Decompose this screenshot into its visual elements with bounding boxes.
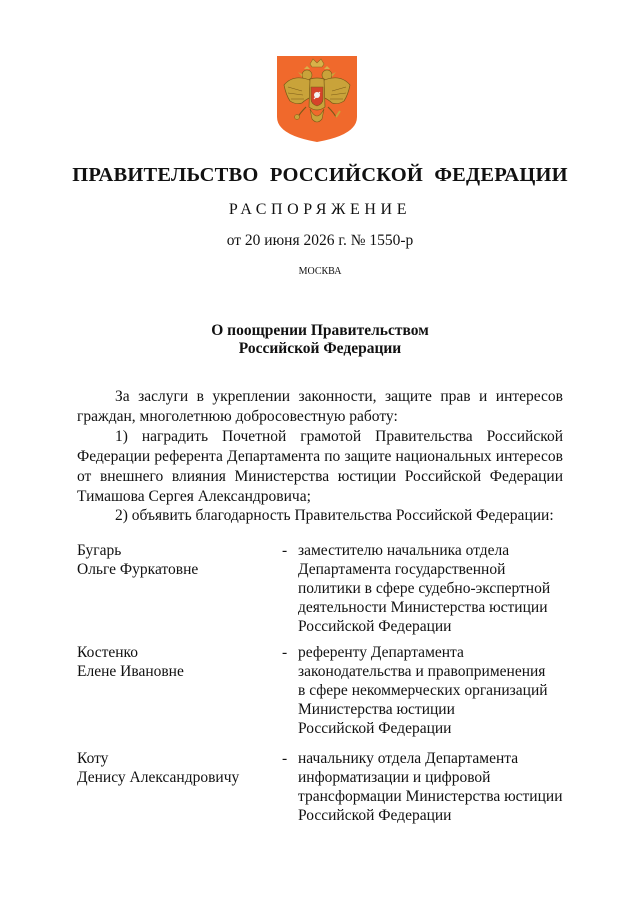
position-line: Российской Федерации	[298, 807, 452, 824]
recipient-given-name: Денису Александровичу	[77, 769, 240, 786]
position-line: Российской Федерации	[298, 618, 452, 635]
position-line: трансформации Министерства юстиции	[298, 788, 563, 805]
intro-paragraph: За заслуги в укреплении законности, защите прав и интересов граждан, многолетнюю добросовестную работу:	[77, 388, 563, 425]
document-type: РАСПОРЯЖЕНИЕ	[228, 201, 412, 218]
government-title: ПРАВИТЕЛЬСТВО РОССИЙСКОЙ ФЕДЕРАЦИИ	[72, 164, 568, 186]
item-1-paragraph: 1) наградить Почетной грамотой Правительства Российской Федерации референта Департамента по защите национальных интересов от внешнего влияния Министерства юстиции Российской Федерации Тимашова Сергея Александровича;	[77, 428, 563, 505]
recipient-position	[298, 541, 563, 636]
position-line: деятельности Министерства юстиции	[298, 599, 548, 616]
document-subject	[0, 322, 640, 358]
recipient-surname: Костенко	[77, 644, 139, 661]
item-2-paragraph: 2) объявить благодарность Правительства Российской Федерации:	[115, 507, 554, 524]
recipient-surname: Бугарь	[77, 542, 122, 559]
document-date-number: от 20 июня 2026 г. № 1550-р	[226, 232, 414, 249]
position-line: информатизации и цифровой	[298, 769, 491, 786]
position-line: начальнику отдела Департамента	[298, 750, 519, 767]
recipient-name	[77, 749, 267, 787]
subject-line-1: О поощрении Правительством	[211, 322, 429, 339]
separator-dash: -	[282, 750, 288, 767]
position-line: референту Департамента	[298, 644, 464, 661]
russian-coat-of-arms-icon	[276, 55, 358, 143]
position-line: Российской Федерации	[298, 720, 452, 737]
position-line: Департамента государственной	[298, 561, 506, 578]
recipient-surname: Коту	[77, 750, 109, 767]
position-line: заместителю начальника отдела	[298, 542, 510, 559]
position-line: законодательства и правоприменения	[298, 663, 546, 680]
recipient-name	[77, 643, 267, 681]
separator-dash: -	[282, 542, 288, 559]
position-line: в сфере некоммерческих организаций	[298, 682, 548, 699]
subject-line-2: Российской Федерации	[238, 340, 402, 357]
recipient-position	[298, 749, 563, 825]
separator-dash: -	[282, 644, 288, 661]
recipient-given-name: Ольге Фуркатовне	[77, 561, 199, 578]
document-city: МОСКВА	[298, 266, 342, 277]
position-line: политики в сфере судебно-экспертной	[298, 580, 551, 597]
recipient-name	[77, 541, 267, 579]
recipient-position	[298, 643, 563, 738]
position-line: Министерства юстиции	[298, 701, 455, 718]
recipient-given-name: Елене Ивановне	[77, 663, 184, 680]
